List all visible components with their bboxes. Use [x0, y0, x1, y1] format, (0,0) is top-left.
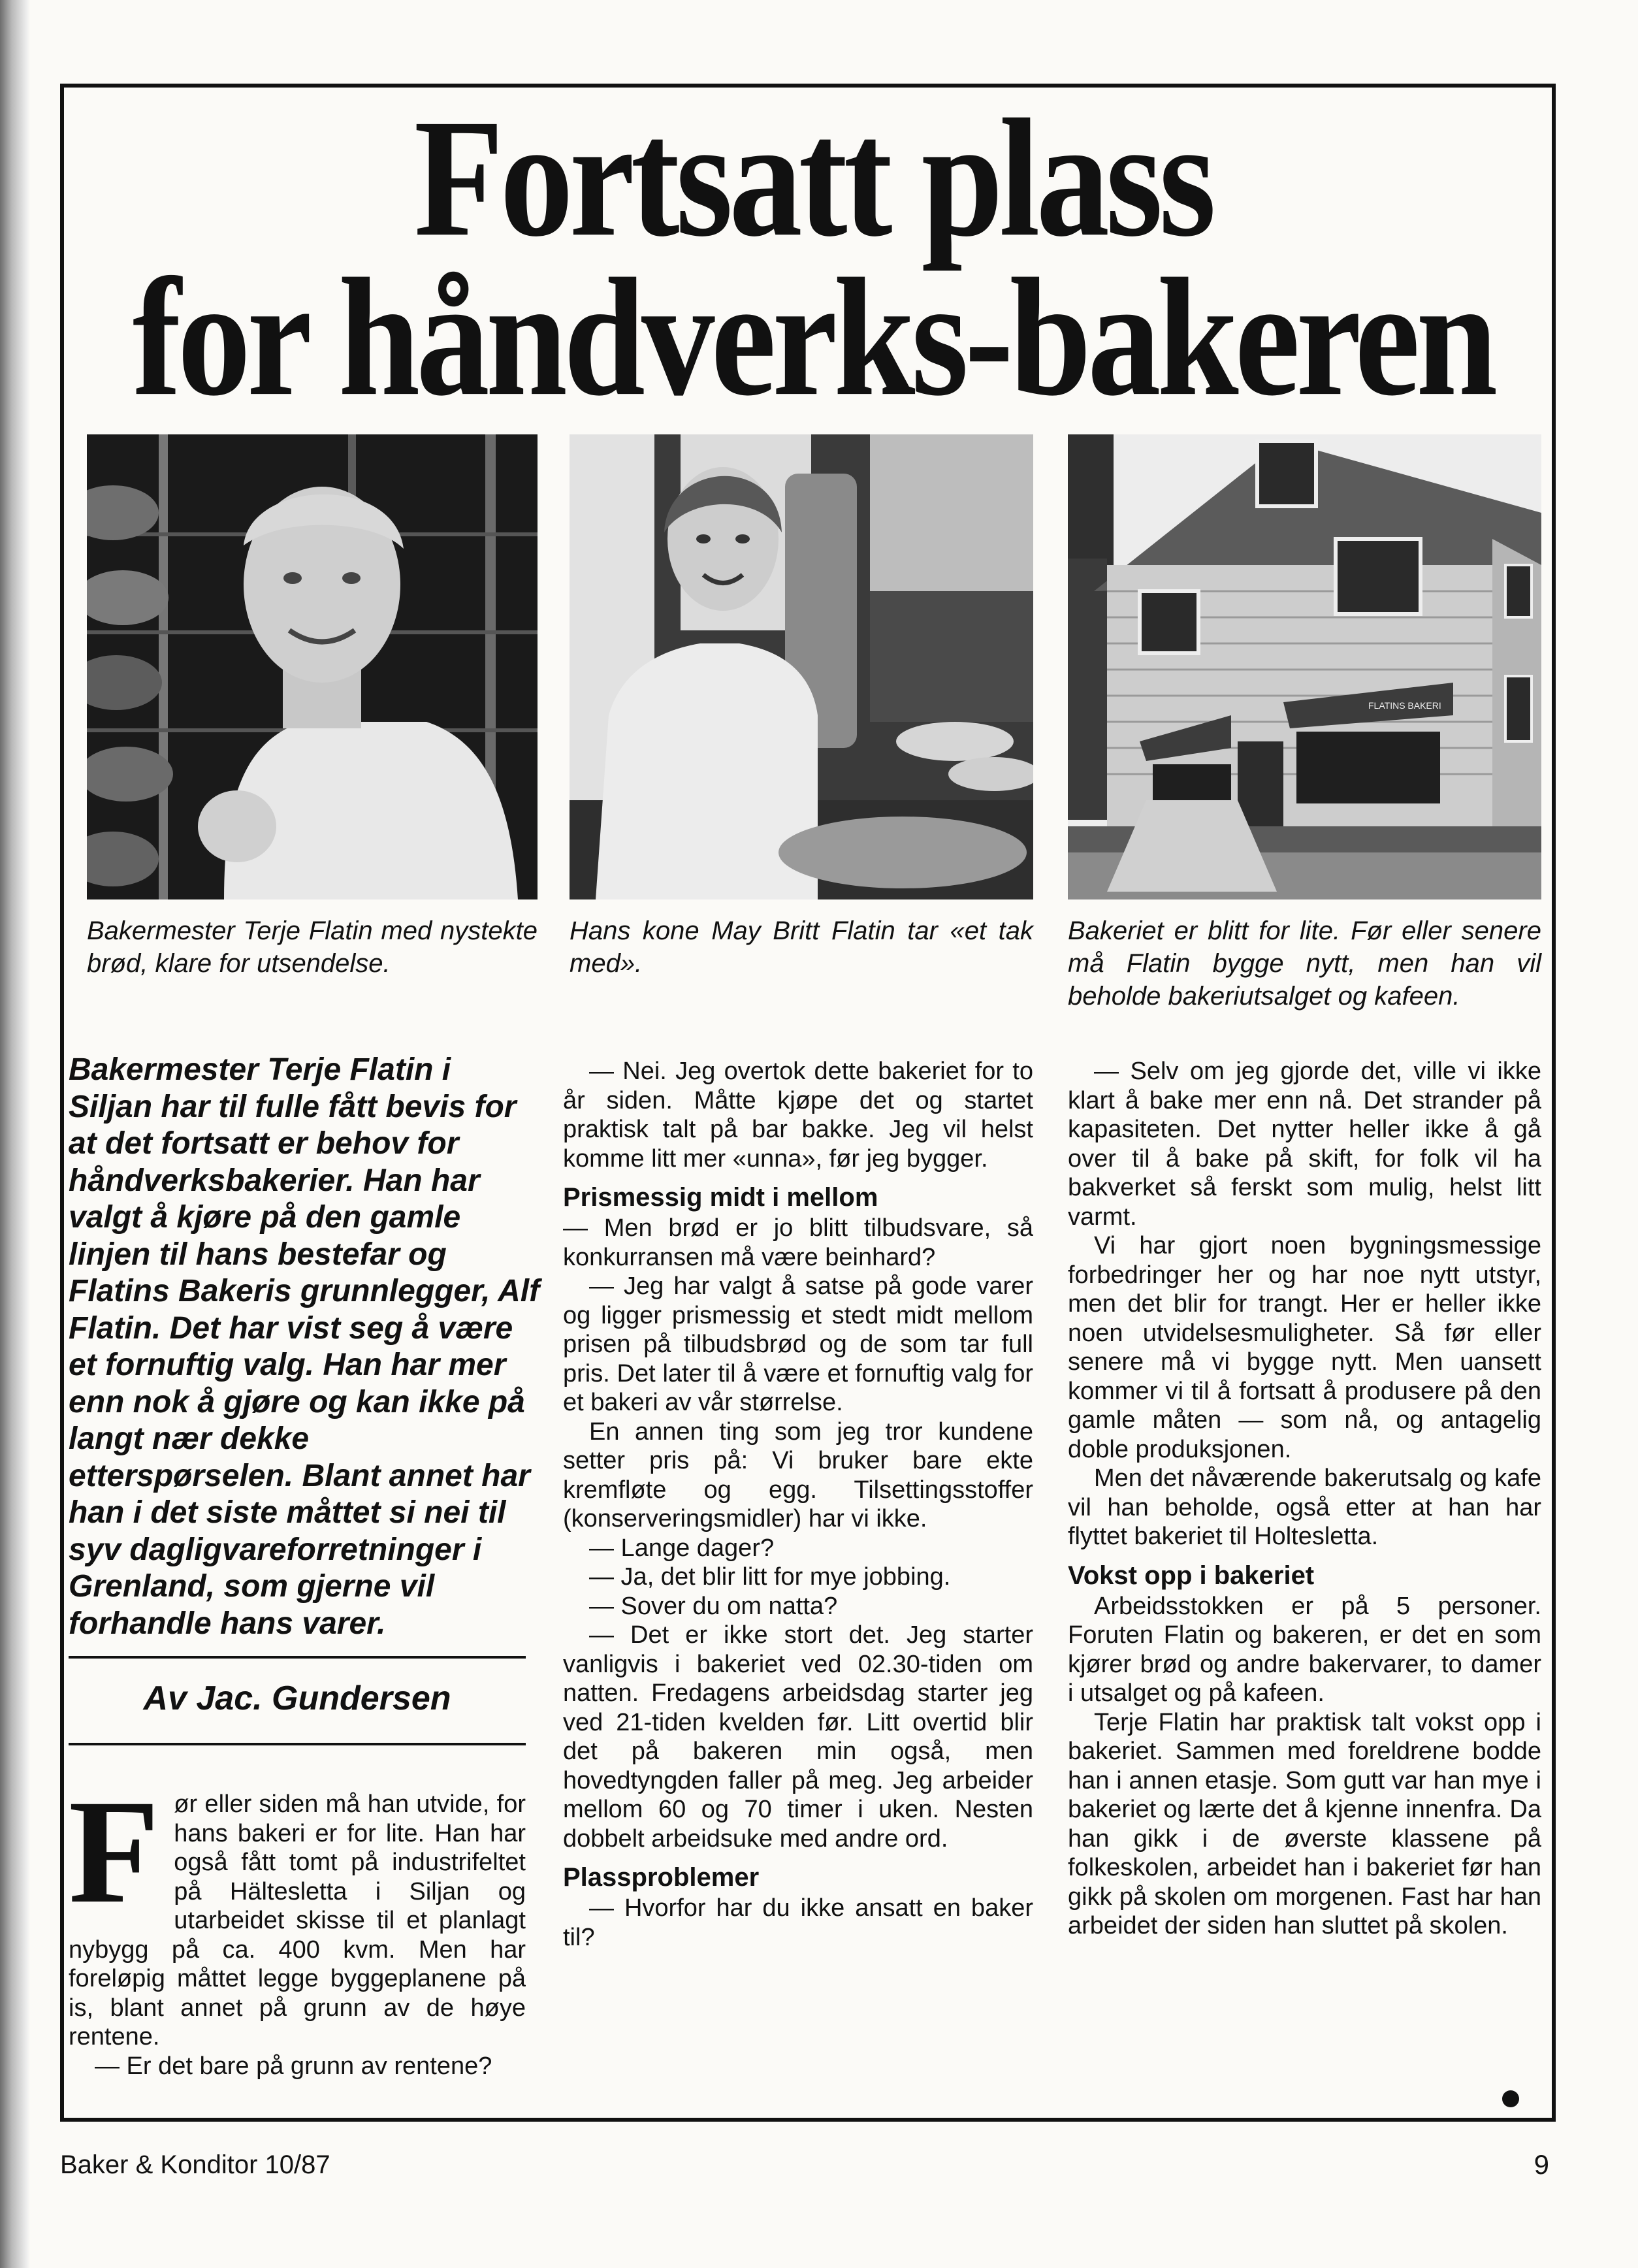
awning-sign-text: FLATINS BAKERI	[1368, 700, 1441, 711]
body-paragraph: — Nei. Jeg overtok dette bakeriet for to år siden. Måtte kjøpe det og startet praktisk talt på bar bakke. Jeg vil helst komme litt mer «unna», før jeg bygger.	[563, 1058, 1033, 1173]
body-paragraph: Vi har gjort noen bygningsmessige forbedringer her og har noe nytt utstyr, men det blir for trangt. Her er heller ikke noen utvidelsesmuligheter. Så før eller senere må vi bygge nytt. Men uansett kommer vi til å fortsatt å produsere på den gamle måten — som nå, og antagelig doble produksjonen.	[1068, 1232, 1541, 1463]
body-paragraph: Men det nåværende bakerutsalg og kafe vil han beholde, også etter at han har flyttet bakeriet til Holtesletta.	[1068, 1465, 1541, 1550]
photo-caption-2: Hans kone May Britt Flatin tar «et tak med».	[570, 916, 1033, 978]
footer-publication: Baker & Konditor 10/87	[60, 2150, 330, 2179]
end-of-article-bullet	[1502, 2090, 1519, 2107]
byline-rule-top	[69, 1656, 526, 1659]
subheading: Vokst opp i bakeriet	[1068, 1561, 1315, 1590]
byline-rule-bottom	[69, 1743, 526, 1745]
body-column-3	[1068, 1057, 1541, 1941]
headline	[98, 84, 1528, 431]
photo-bakery-building	[1068, 434, 1541, 899]
lead-paragraph: Bakermester Terje Flatin i Siljan har til fulle fått bevis for at det fortsatt er behov for håndverksbakerier. Han har valgt å kjøre på den gamle linjen til hans bestefar og Flatins Bakeris grunnlegger, Alf Flatin. Det har vist seg å være et fornuftig valg. Han har mer enn nok å gjøre og kan ikke på langt nær dekke etterspørselen. Blant annet har han i det siste måttet si nei til syv dagligvareforretninger i Grenland, som gjerne vil forhandle hans varer.	[69, 1052, 540, 1641]
photo-wife	[570, 434, 1033, 899]
headline-line-1: Fortsatt plass	[413, 84, 1213, 272]
body-paragraph: Før eller siden må han utvide, for hans bakeri er for lite. Han har også fått tomt på industrifeltet på Hältesletta i Siljan og utarbeidet skisse til et planlagt nybygg på ca. 400 kvm. Men har foreløpig måttet legge byggeplanene på is, blant annet på grunn av de høye rentene.	[69, 1770, 526, 2050]
page-number: 9	[1534, 2149, 1549, 2180]
photo-baker	[87, 434, 538, 899]
body-column-1	[69, 1770, 526, 2081]
byline: Av Jac. Gundersen	[143, 1679, 451, 1717]
body-paragraph: — Men brød er jo blitt tilbudsvare, så konkurransen må være beinhard?	[563, 1214, 1033, 1271]
photo-caption-1: Bakermester Terje Flatin med nystekte brød, klare for utsendelse.	[87, 916, 538, 978]
body-paragraph: — Lange dager?	[589, 1534, 775, 1562]
body-paragraph: — Sover du om natta?	[589, 1592, 838, 1620]
headline-line-2: for håndverks-bakeren	[132, 242, 1494, 431]
body-paragraph: — Hvorfor har du ikke ansatt en baker til?	[563, 1894, 1033, 1951]
page-spine-shadow	[0, 0, 30, 2268]
body-paragraph: En annen ting som jeg tror kundene setter pris på: Vi bruker bare ekte kremfløte og egg. Tilsettingsstoffer (konserveringsmidler) har vi ikke.	[563, 1418, 1033, 1532]
drop-cap: F	[69, 1770, 160, 1934]
body-paragraph: — Det er ikke stort det. Jeg starter vanligvis i bakeriet ved 02.30-tiden om natten. Fredagens arbeidsdag starter jeg ved 21-tiden kvelden før. Litt overtid blir det på bakeren min også, men hovedtyngden faller på meg. Jeg arbeider mellom 60 og 70 timer i uken. Nesten dobbelt arbeidsuke med andre ord.	[563, 1621, 1033, 1853]
body-paragraph: Arbeidsstokken er på 5 personer. Foruten Flatin og bakeren, er det en som kjører brød og andre bakervarer, to damer i utsalget og på kafeen.	[1068, 1592, 1541, 1707]
subheading: Plassproblemer	[563, 1863, 760, 1892]
body-paragraph: Terje Flatin har praktisk talt vokst opp i bakeriet. Sammen med foreldrene bodde han i annen etasje. Som gutt var han mye i bakeriet og lærte det å kjenne innenfra. Da han gikk i de øverste klassene på folkeskolen, arbeidet han i bakeriet før han gikk på skolen om morgenen. Fast har han arbeidet der siden han sluttet på skolen.	[1068, 1708, 1541, 1939]
body-paragraph: — Selv om jeg gjorde det, ville vi ikke klart å bake mer enn nå. Det strander på kapasiteten. Det nytter heller ikke å gå over til å bake på skift, for folk vil ha bakverket så ferskt som mulig, helst litt varmt.	[1068, 1058, 1541, 1231]
body-paragraph: — Jeg har valgt å satse på gode varer og ligger prismessig et stedt midt mellom prisen på tilbudsbrød og de som tar full pris. Det later til å være et fornuftig valg for et bakeri av vår størrelse.	[563, 1272, 1033, 1416]
body-column-2	[563, 1057, 1033, 1952]
photo-caption-3: Bakeriet er blitt for lite. Før eller senere må Flatin bygge nytt, men han vil beholde bakeriutsalget og kafeen.	[1068, 916, 1541, 1011]
body-paragraph: — Ja, det blir litt for mye jobbing.	[589, 1563, 951, 1591]
subheading: Prismessig midt i mellom	[563, 1183, 878, 1212]
body-paragraph: — Er det bare på grunn av rentene?	[95, 2052, 492, 2080]
